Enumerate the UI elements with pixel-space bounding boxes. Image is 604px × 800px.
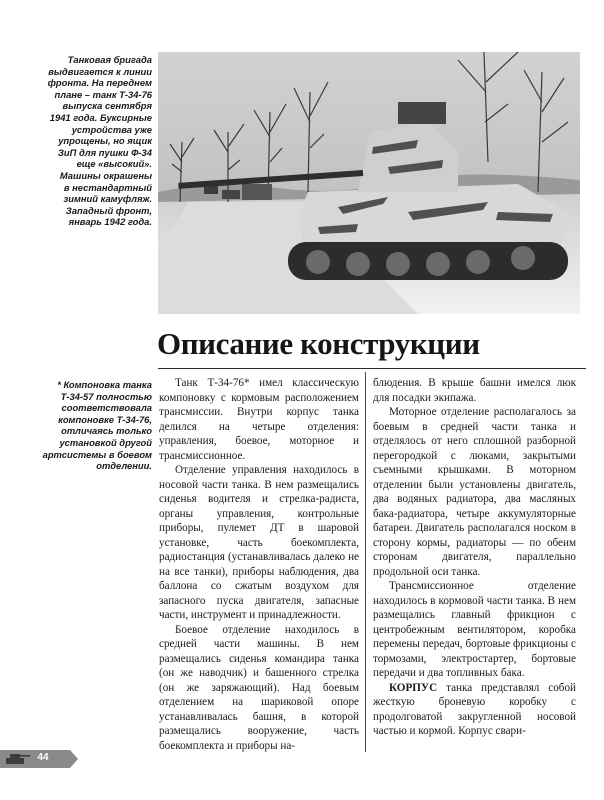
paragraph: Отделение управления находилось в носовой части танка. В нем размещались сиденья водителя и стрелка-радиста, органы управления, контрольные приборы, пулемет ДТ в шаровой установке, часть боекомплекта, радиостанция (устанавливалась далеко не на все танки), приборы наблюдения, два баллона со сжатым воздухом для запасного пуска двигателя, запасные части, инструмент и принадлежности. — [159, 464, 359, 621]
section-title: Описание конструкции — [157, 326, 480, 361]
body-column-2 — [373, 376, 576, 739]
caption-line: в нестандартный — [63, 181, 152, 193]
title-underline — [158, 368, 586, 369]
caption-line: устройства уже — [71, 123, 152, 135]
footnote-line: отделении. — [96, 460, 152, 472]
footnote-line: * Компоновка танка — [57, 379, 152, 390]
paragraph: Боевое отделение находилось в средней части машины. В нем размещались сиденья командира танка (он же наводчик) и башенного стрелка (он же заряжающий). Над боевым отделением на шариковой опоре устанавливалась башня, в которой размещались вооружение, часть боекомплекта и приборы на- — [159, 623, 359, 752]
body-column-1 — [159, 376, 359, 753]
paragraph: Моторное отделение располагалось за боевым в средней части танка и отделялось от него сплошной разборной перегородкой с люками, закрытыми съемными крышками. В моторном отделении были установлены двигатель, два водяных радиатора, два масляных бака-радиатора, четыре аккумуляторные батареи. Двигатель располагался носком в сторону кормы, радиаторы — по обеим сторонам двигателя, параллельно продольной оси танка. — [373, 406, 576, 578]
caption-line: Западный фронт, — [65, 204, 152, 216]
caption-line: выпуска сентября — [62, 100, 152, 112]
caption-line: ЗиП для пушки Ф-34 — [57, 146, 152, 158]
footnote-line: Т-34-57 полностью — [60, 390, 152, 402]
caption-line: фронта. На переднем — [47, 77, 152, 89]
caption-line: зимний камуфляж. — [63, 193, 152, 205]
caption-line: выдвигается к линии — [48, 65, 152, 77]
tank-photo-illustration — [158, 52, 580, 314]
footnote-line: отличаясь только — [61, 425, 152, 437]
column-divider — [365, 372, 366, 752]
paragraph: Трансмиссионное отделение находилось в кормовой части танка. В нем размещались главный фрикцион с центробежным вентилятором, коробка перемены передач, бортовые фрикционы с тормозами, электростартер, бортовые передачи и два топливных бака. — [373, 580, 576, 679]
footnote-line: компоновке Т-34-76, — [58, 413, 152, 425]
caption-line: Машины окрашены — [59, 169, 152, 181]
footnote-line: соответствовала — [61, 402, 152, 414]
caption-line: Танковая бригада — [67, 54, 152, 65]
caption-line: еще «высокий». — [76, 158, 152, 170]
photo-caption — [8, 54, 152, 228]
paragraph-text: танка представлял собой жесткую броневую коробку с продолговатой закругленной носовой частью и кормой. Корпус свари- — [373, 681, 576, 737]
caption-line: упрощены, но ящик — [58, 135, 152, 147]
footnote-line: установкой другой — [59, 436, 152, 448]
paragraph: блюдения. В крыше башни имелся люк для посадки экипажа. — [373, 377, 576, 404]
paragraph — [373, 681, 576, 739]
section-keyword: КОРПУС — [389, 681, 438, 694]
paragraph: Танк Т-34-76* имел классическую компоновку с кормовым расположением трансмиссии. Внутри корпус танка делился на четыре отделения: управления, боевое, моторное и трансмиссионное. — [159, 377, 359, 462]
footnote-line: артсистемы в боевом — [42, 448, 152, 460]
caption-line: январь 1942 года. — [68, 216, 152, 228]
footnote-caption — [8, 379, 152, 472]
caption-line: плане – танк Т-34-76 — [54, 88, 152, 100]
caption-line: 1941 года. Буксирные — [49, 111, 152, 123]
page-number: 44 — [37, 752, 49, 763]
tank-photo — [158, 52, 580, 314]
